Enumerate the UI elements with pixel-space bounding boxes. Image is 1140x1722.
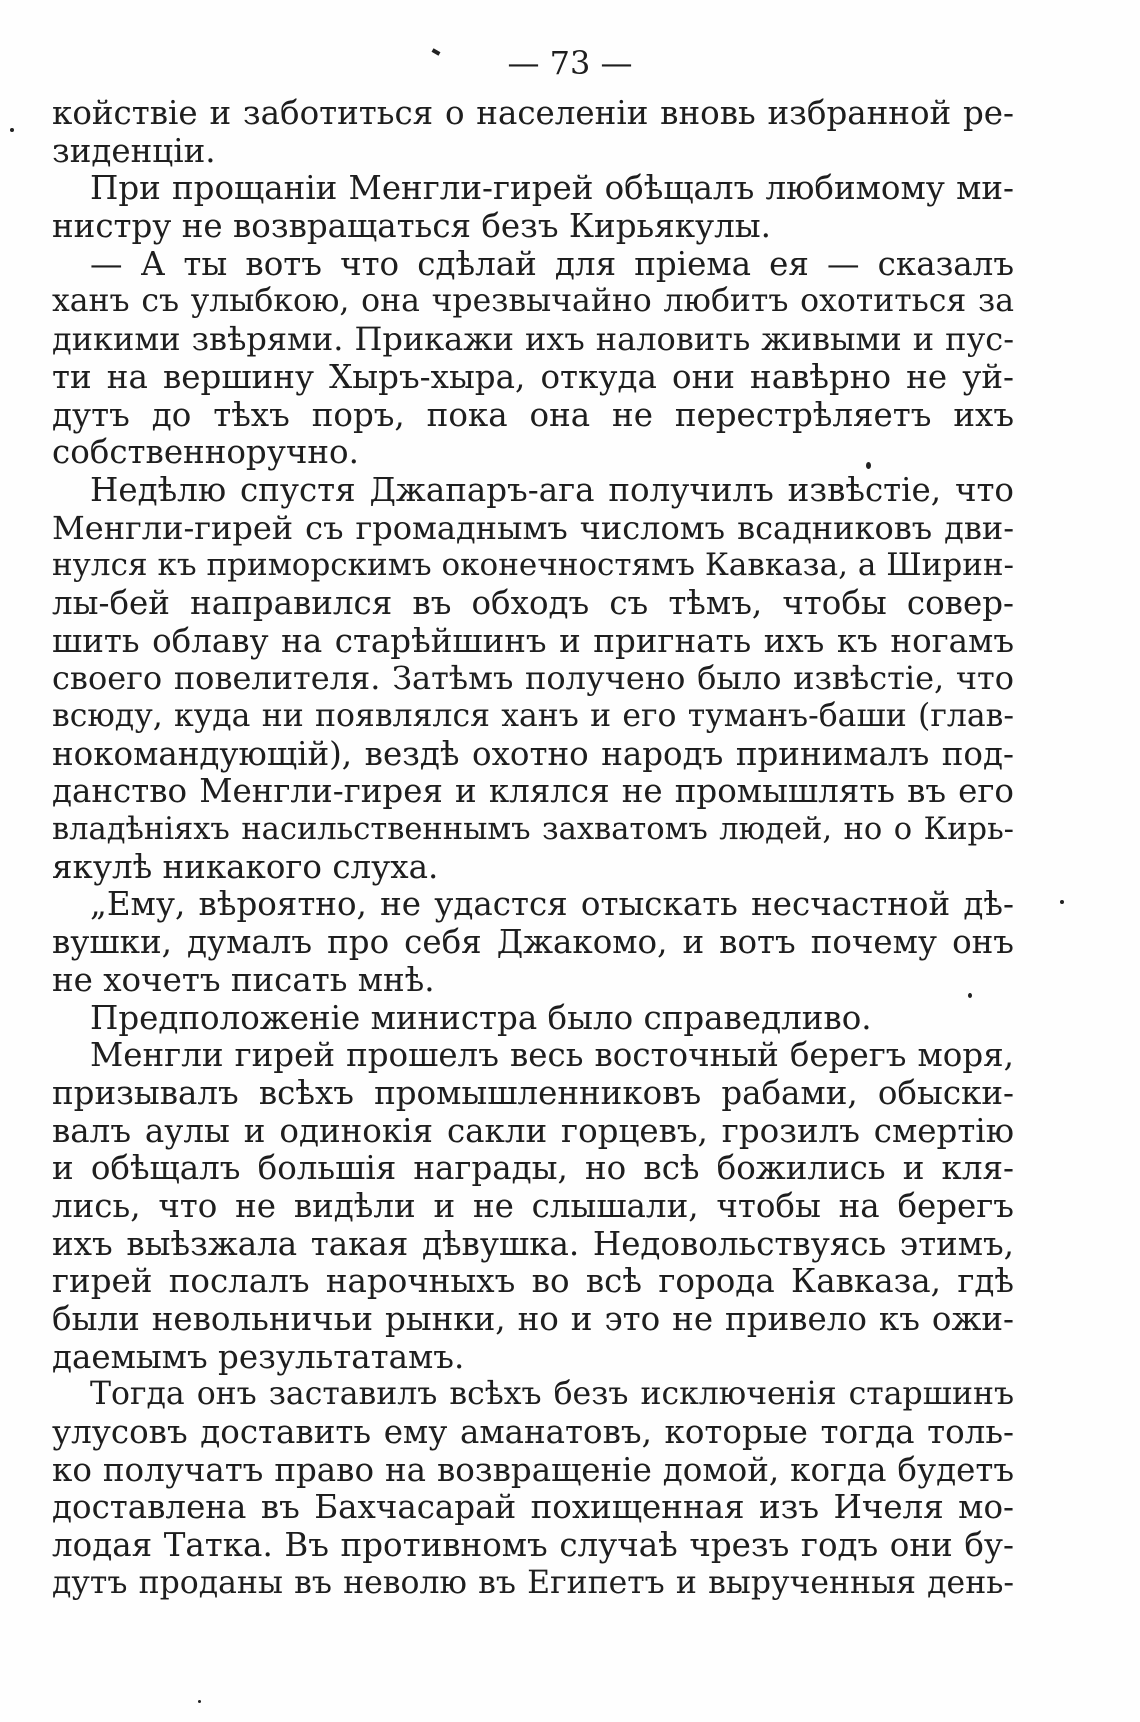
text-line: ти на вершину Хыръ-хыра, откуда они навѣрно не уй- [52, 358, 1014, 396]
page-number: — 73 — [507, 44, 633, 82]
text-line: валъ аулы и одинокія сакли горцевъ, грозилъ смертію [52, 1112, 1014, 1150]
text-line: Менгли-гирей съ громаднымъ числомъ всадниковъ дви- [52, 509, 1014, 547]
text-line: своего повелителя. Затѣмъ получено было извѣстіе, что [52, 660, 1014, 698]
page-header [0, 44, 1140, 82]
print-speck [198, 1700, 201, 1703]
text-line: дутъ проданы въ неволю въ Египетъ и вырученныя день- [52, 1564, 1014, 1601]
text-line: нулся къ приморскимъ оконечностямъ Кавказа, а Ширин- [52, 547, 1014, 584]
text-line: доставлена въ Бахчасарай похищенная изъ Ичеля мо- [52, 1489, 1014, 1527]
text-line: гирей послалъ нарочныхъ во всѣ города Кавказа, гдѣ [52, 1263, 1014, 1301]
text-line: ко получатъ право на возвращеніе домой, когда будетъ [52, 1451, 1014, 1489]
text-line: всюду, куда ни появлялся ханъ и его туманъ-баши (глав- [52, 698, 1014, 734]
text-line: дутъ до тѣхъ поръ, пока она не перестрѣляетъ ихъ [52, 396, 1014, 434]
text-line: Недѣлю спустя Джапаръ-ага получилъ извѣстіе, что [90, 471, 1014, 509]
text-line: Тогда онъ заставилъ всѣхъ безъ исключенія старшинъ [90, 1376, 1014, 1413]
body-text [52, 95, 1014, 1603]
text-line: койствіе и заботиться о населеніи вновь избранной ре- [52, 95, 1014, 132]
text-line: При прощаніи Менгли-гирей обѣщалъ любимому ми- [90, 170, 1014, 208]
print-mark [432, 48, 441, 55]
text-line: зиденціи. [52, 132, 216, 170]
text-line: лодая Татка. Въ противномъ случаѣ чрезъ годъ они бу- [52, 1527, 1014, 1565]
text-line: ихъ выѣзжала такая дѣвушка. Недовольствуясь этимъ, [52, 1225, 1014, 1263]
text-line: улусовъ доставить ему аманатовъ, которые тогда толь- [52, 1414, 1014, 1452]
text-line: владѣніяхъ насильственнымъ захватомъ людей, но о Кирь- [52, 812, 1014, 848]
text-line: вушки, думалъ про себя Джакомо, и вотъ почему онъ [52, 924, 1014, 962]
text-line: лы-бей направился въ обходъ съ тѣмъ, чтобы совер- [52, 584, 1014, 622]
print-speck [968, 993, 972, 998]
text-line: ханъ съ улыбкою, она чрезвычайно любитъ охотиться за [52, 283, 1014, 320]
text-line: собственноручно. [52, 434, 359, 472]
text-line: даемымъ результатамъ. [52, 1338, 465, 1376]
text-line: — А ты вотъ что сдѣлай для пріема ея — сказалъ [90, 245, 1014, 283]
print-speck [10, 128, 14, 132]
text-line: Менгли гирей прошелъ весь восточный берегъ моря, [90, 1037, 1014, 1075]
text-line: данство Менгли-гирея и клялся не промышлять въ его [52, 773, 1014, 811]
text-line: лись, что не видѣли и не слышали, чтобы на берегъ [52, 1187, 1014, 1225]
text-line: шить облаву на старѣйшинъ и пригнать ихъ къ ногамъ [52, 622, 1014, 660]
text-line: нокомандующій), вездѣ охотно народъ принималъ под- [52, 735, 1014, 773]
text-line: дикими звѣрями. Прикажи ихъ наловить живыми и пус- [52, 321, 1014, 359]
text-line: якулѣ никакого слуха. [52, 848, 439, 886]
text-line: нистру не возвращаться безъ Кирьякулы. [52, 208, 771, 246]
text-line: Предположеніе министра было справедливо. [90, 999, 872, 1037]
text-line: и обѣщалъ большія награды, но всѣ божились и кля- [52, 1150, 1014, 1188]
text-line: не хочетъ писать мнѣ. [52, 961, 435, 999]
print-speck [866, 462, 871, 469]
text-line: „Ему, вѣроятно, не удастся отыскать несчастной дѣ- [90, 886, 1014, 924]
text-line: призывалъ всѣхъ промышленниковъ рабами, обыски- [52, 1074, 1014, 1112]
text-line: были невольничьи рынки, но и это не привело къ ожи- [52, 1301, 1014, 1338]
print-speck [1060, 900, 1064, 904]
